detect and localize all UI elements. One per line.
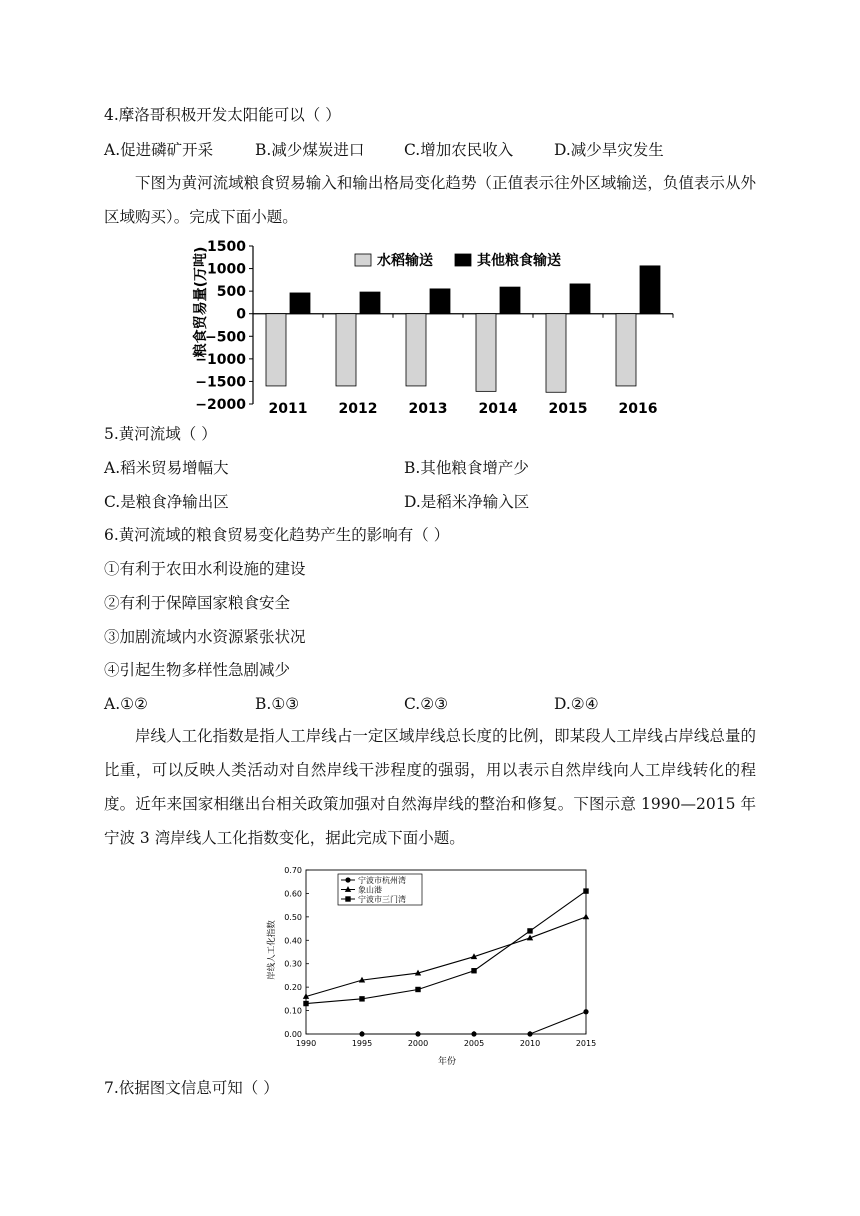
rice-bar xyxy=(546,314,566,393)
line-x-tick-label: 2005 xyxy=(463,1039,485,1048)
other-grain-bar xyxy=(640,266,660,314)
line-x-tick-label: 1990 xyxy=(295,1039,317,1048)
grain-trade-bar-chart xyxy=(185,236,685,418)
xiangshan-port-series-line xyxy=(306,917,586,997)
q6-option-b: B.①③ xyxy=(255,695,300,713)
q4-option-c: C.增加农民收入 xyxy=(404,141,514,159)
circle-marker xyxy=(527,1031,532,1036)
q5-option-b: B.其他粮食增产少 xyxy=(404,459,529,477)
bar-legend-label: 其他粮食输送 xyxy=(477,253,561,269)
circle-marker xyxy=(415,1031,420,1036)
q4-option-a: A.促进磷矿开采 xyxy=(104,141,214,159)
shoreline-index-line-chart xyxy=(262,862,602,1074)
xiangshan-port-series xyxy=(303,913,589,998)
hangzhou-bay-series xyxy=(359,1009,588,1036)
sanmen-bay-series xyxy=(303,888,588,1006)
bar-x-tick-label: 2012 xyxy=(338,401,378,417)
bar-y-tick-label: −2000 xyxy=(195,397,246,413)
q6-item-4: ④引起生物多样性急剧减少 xyxy=(104,661,291,679)
line-y-tick-label: 0.30 xyxy=(284,959,302,969)
bar-legend-swatch xyxy=(455,254,471,266)
bar-x-tick-label: 2013 xyxy=(408,401,448,417)
rice-bar xyxy=(616,314,636,386)
line-y-tick-label: 0.70 xyxy=(284,866,302,875)
other-grain-bar xyxy=(430,289,450,314)
q4-option-b: B.减少煤炭进口 xyxy=(255,141,365,159)
line-y-tick-label: 0.20 xyxy=(284,983,302,993)
bar-y-tick-label: −1000 xyxy=(195,351,246,368)
circle-marker xyxy=(583,1009,588,1014)
line-legend-label: 宁波市三门湾 xyxy=(358,895,406,904)
line-x-tick-label: 1995 xyxy=(351,1039,373,1048)
line-y-tick-label: 0.60 xyxy=(284,889,302,899)
rice-bar xyxy=(406,314,426,386)
bar-y-tick-label: −1500 xyxy=(195,374,246,391)
q6-item-2: ②有利于保障国家粮食安全 xyxy=(104,594,291,612)
bar-legend-label: 水稻输送 xyxy=(377,253,433,269)
circle-marker xyxy=(471,1031,476,1036)
q6-stem: 6.黄河流域的粮食贸易变化趋势产生的影响有（ ） xyxy=(104,526,450,544)
bar-y-tick-label: 500 xyxy=(216,284,246,301)
line-x-tick-label: 2000 xyxy=(407,1039,429,1048)
q4-stem: 4.摩洛哥积极开发太阳能可以（ ） xyxy=(104,106,341,124)
bar-x-tick-label: 2011 xyxy=(268,401,308,417)
circle-marker xyxy=(359,1031,364,1036)
square-marker xyxy=(471,968,476,973)
line-y-tick-label: 0.50 xyxy=(284,912,302,922)
intro-grain-trade: 下图为黄河流域粮食贸易输入和输出格局变化趋势（正值表示往外区域输送，负值表示从外区域购买）。完成下面小题。 xyxy=(104,174,756,226)
square-marker xyxy=(415,987,420,992)
intro-shoreline: 岸线人工化指数是指人工岸线占一定区域岸线总长度的比例，即某段人工岸线占岸线总量的比重，可以反映人类活动对自然岸线干涉程度的强弱，用以表示自然岸线向人工岸线转化的程度。近年来国家相继出台相关政策加强对自然海岸线的整治和修复。下图示意 1990—2015 年宁波 3 湾岸线人工化指数变化，据此完成下面小题。 xyxy=(104,727,756,847)
other-grain-bar xyxy=(360,292,380,314)
square-marker xyxy=(527,928,532,933)
square-marker xyxy=(345,896,350,901)
circle-marker xyxy=(345,877,350,882)
square-marker xyxy=(359,996,364,1001)
q4-option-d: D.减少旱灾发生 xyxy=(554,141,664,159)
bar-y-axis-label: 粮食贸易量(万吨) xyxy=(193,246,209,358)
line-x-tick-label: 2010 xyxy=(519,1039,541,1048)
triangle-marker xyxy=(583,913,589,919)
bar-y-tick-label: 1000 xyxy=(207,261,246,278)
rice-bar xyxy=(336,314,356,386)
bar-y-tick-label: −500 xyxy=(205,329,246,346)
other-grain-bar xyxy=(500,287,520,314)
q5-stem: 5.黄河流域（ ） xyxy=(104,425,217,443)
bar-x-tick-label: 2016 xyxy=(618,401,658,417)
bar-x-tick-label: 2015 xyxy=(548,401,588,417)
q6-option-d: D.②④ xyxy=(554,695,599,713)
rice-bar xyxy=(476,314,496,392)
line-y-tick-label: 0.40 xyxy=(284,936,302,946)
square-marker xyxy=(303,1001,308,1006)
other-grain-bar xyxy=(290,293,310,314)
line-x-tick-label: 2015 xyxy=(575,1039,597,1048)
rice-bar xyxy=(266,314,286,386)
q6-option-a: A.①② xyxy=(104,695,148,713)
bar-legend-swatch xyxy=(355,254,371,266)
q7-stem: 7.依据图文信息可知（ ） xyxy=(104,1079,279,1097)
line-legend-label: 象山港 xyxy=(358,885,382,895)
line-legend-label: 宁波市杭州湾 xyxy=(358,876,406,885)
q5-option-c: C.是粮食净输出区 xyxy=(104,493,229,511)
sanmen-bay-series-line xyxy=(306,891,586,1003)
hangzhou-bay-series-line xyxy=(362,1012,586,1034)
other-grain-bar xyxy=(570,284,590,314)
line-y-tick-label: 0.00 xyxy=(284,1030,302,1039)
bar-x-tick-label: 2014 xyxy=(478,401,518,417)
q6-option-c: C.②③ xyxy=(404,695,449,713)
bar-y-tick-label: 1500 xyxy=(207,239,246,255)
q6-item-3: ③加剧流域内水资源紧张状况 xyxy=(104,628,306,646)
line-x-axis-label: 年份 xyxy=(437,1057,457,1067)
line-y-axis-label: 岸线人工化指数 xyxy=(267,920,277,980)
bar-y-tick-label: 0 xyxy=(236,306,246,323)
q6-item-1: ①有利于农田水利设施的建设 xyxy=(104,560,306,578)
q5-option-d: D.是稻米净输入区 xyxy=(404,493,530,511)
q5-option-a: A.稻米贸易增幅大 xyxy=(104,459,229,477)
line-y-tick-label: 0.10 xyxy=(284,1006,302,1016)
square-marker xyxy=(583,888,588,893)
